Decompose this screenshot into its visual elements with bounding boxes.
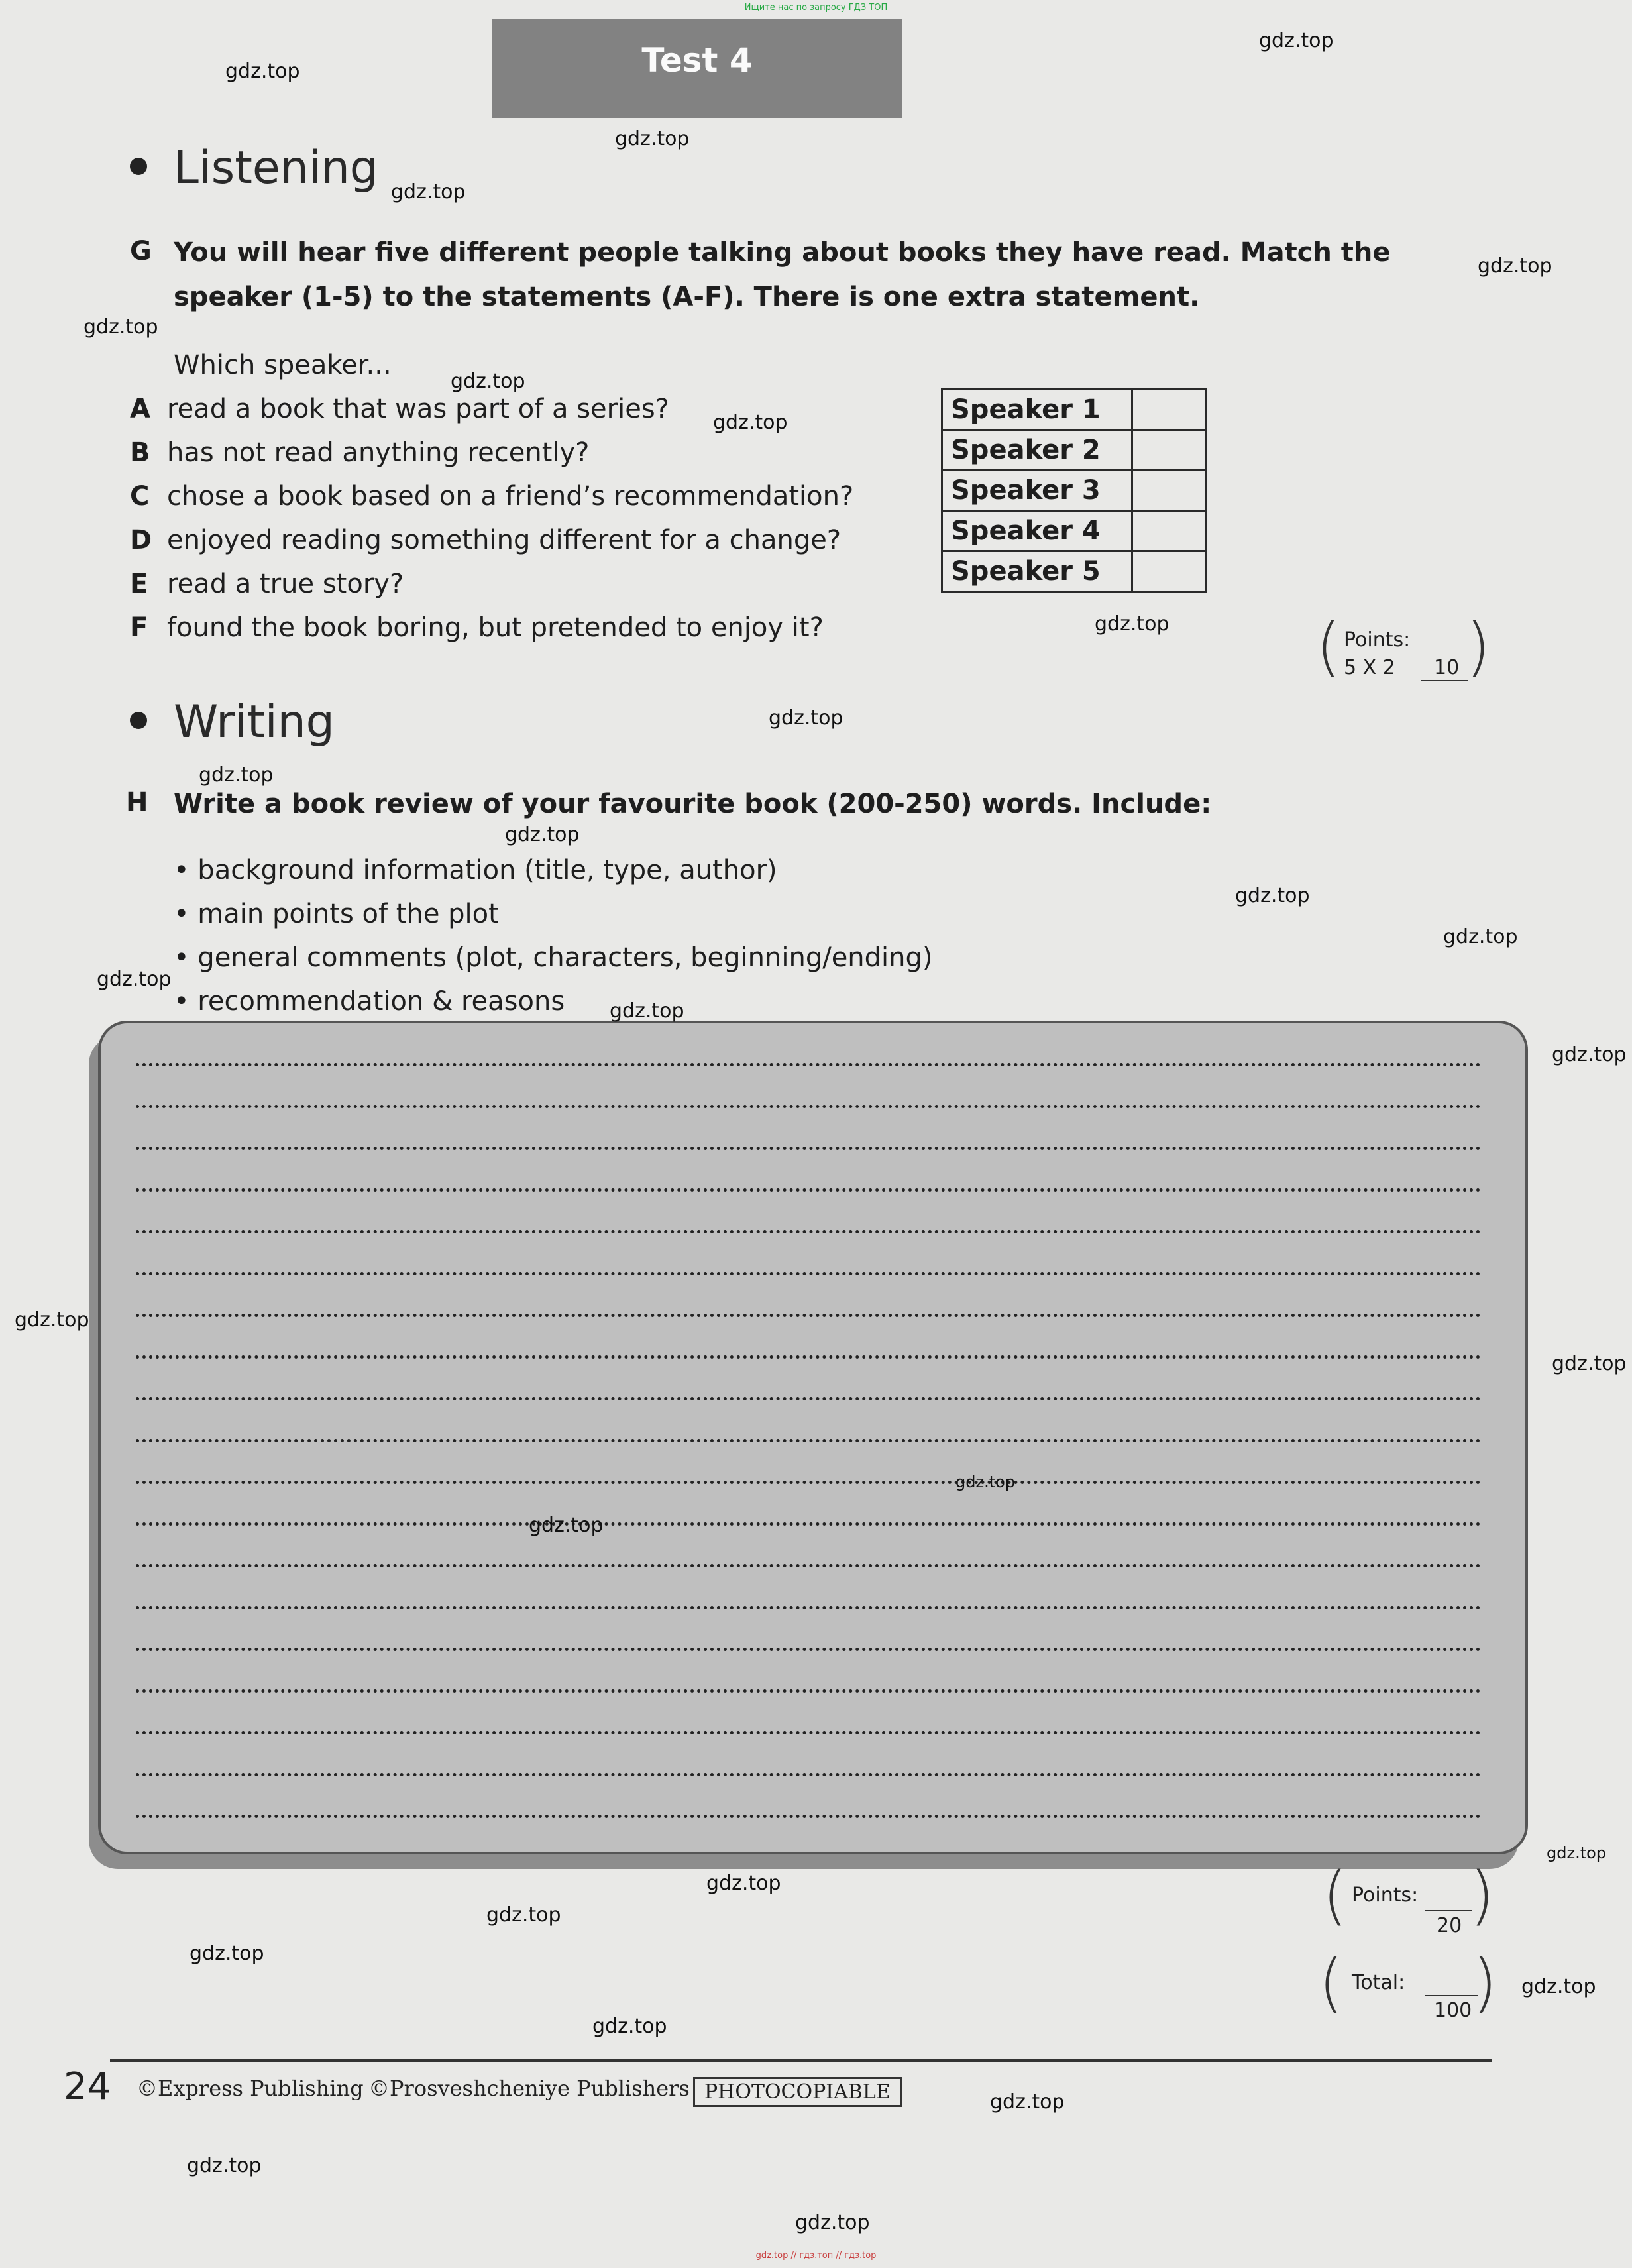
answer-line[interactable] bbox=[136, 1481, 1481, 1484]
speaker-label: Speaker 2 bbox=[942, 430, 1132, 471]
watermark: gdz.top bbox=[199, 764, 274, 787]
watermark: gdz.top bbox=[955, 1473, 1016, 1491]
watermark: gdz.top bbox=[451, 370, 525, 393]
watermark: gdz.top bbox=[1521, 1975, 1596, 1998]
listening-points-formula: 5 X 2 bbox=[1344, 656, 1395, 679]
answer-line[interactable] bbox=[136, 1063, 1481, 1066]
answer-cell-1[interactable] bbox=[1132, 390, 1206, 430]
answer-line[interactable] bbox=[136, 1355, 1481, 1359]
watermark: gdz.top bbox=[1443, 925, 1518, 948]
speaker-label: Speaker 4 bbox=[942, 511, 1132, 551]
watermark: gdz.top bbox=[706, 1872, 781, 1895]
answer-line[interactable] bbox=[136, 1397, 1481, 1400]
answer-line[interactable] bbox=[136, 1564, 1481, 1567]
points-paren-right: ) bbox=[1466, 610, 1491, 684]
answer-line[interactable] bbox=[136, 1648, 1481, 1651]
page-number: 24 bbox=[64, 2065, 111, 2108]
points-paren-right: ) bbox=[1470, 1858, 1495, 1933]
watermark: gdz.top bbox=[769, 707, 843, 730]
watermark: gdz.top bbox=[615, 127, 690, 150]
answer-line[interactable] bbox=[136, 1272, 1481, 1275]
statement-b: B has not read anything recently? bbox=[130, 437, 590, 468]
task-h-instruction: Write a book review of your favourite book (200-250) words. Include: bbox=[174, 789, 1212, 819]
watermark: gdz.top bbox=[1547, 1844, 1607, 1862]
points-underline bbox=[1425, 1910, 1472, 1911]
answer-line[interactable] bbox=[136, 1815, 1481, 1818]
watermark: gdz.top bbox=[391, 180, 466, 203]
watermark: gdz.top bbox=[97, 968, 172, 991]
include-item: • general comments (plot, characters, beginning/ending) bbox=[174, 942, 933, 973]
answer-line[interactable] bbox=[136, 1731, 1481, 1734]
task-h-letter: H bbox=[126, 787, 148, 818]
writing-answer-card[interactable] bbox=[98, 1021, 1528, 1854]
answer-line[interactable] bbox=[136, 1314, 1481, 1317]
answer-line[interactable] bbox=[136, 1188, 1481, 1192]
watermark: gdz.top bbox=[1095, 612, 1170, 636]
answer-line[interactable] bbox=[136, 1230, 1481, 1233]
watermark: gdz.top bbox=[15, 1308, 89, 1332]
bullet-icon bbox=[130, 158, 147, 175]
answer-cell-5[interactable] bbox=[1132, 551, 1206, 592]
answer-line[interactable] bbox=[136, 1147, 1481, 1150]
statement-c: C chose a book based on a friend’s recommendation? bbox=[130, 481, 854, 512]
watermark: gdz.top bbox=[486, 1903, 561, 1927]
answer-cell-2[interactable] bbox=[1132, 430, 1206, 471]
watermark: gdz.top bbox=[505, 823, 580, 846]
test-title-banner bbox=[492, 19, 902, 118]
speaker-row bbox=[942, 551, 1206, 592]
test-title: Test 4 bbox=[641, 41, 753, 80]
watermark: gdz.top bbox=[190, 1942, 264, 1965]
answer-line[interactable] bbox=[136, 1105, 1481, 1108]
watermark: gdz.top bbox=[1259, 29, 1334, 52]
watermark: gdz.top bbox=[1235, 884, 1310, 907]
task-g-instruction bbox=[174, 231, 1391, 319]
watermark: gdz.top bbox=[225, 60, 300, 83]
answer-line[interactable] bbox=[136, 1773, 1481, 1776]
speaker-answer-table bbox=[941, 388, 1207, 593]
top-search-note: Ищите нас по запросу ГДЗ ТОП bbox=[744, 3, 888, 13]
total-underline bbox=[1425, 1995, 1478, 1996]
writing-points-label: Points: bbox=[1352, 1884, 1419, 1907]
total-paren-right: ) bbox=[1472, 1946, 1497, 2020]
publisher-prosveshcheniye: ©Prosveshcheniye Publishers bbox=[368, 2076, 690, 2101]
speaker-row bbox=[942, 471, 1206, 511]
bottom-site-note: gdz.top // гдз.топ // гдз.top bbox=[755, 2251, 877, 2261]
answer-line[interactable] bbox=[136, 1606, 1481, 1609]
speaker-row bbox=[942, 430, 1206, 471]
total-paren-left: ( bbox=[1319, 1946, 1344, 2020]
total-label: Total: bbox=[1352, 1971, 1405, 1994]
points-underline bbox=[1421, 680, 1468, 681]
task-g-instruction-line1: You will hear five different people talking about books they have read. Match the bbox=[174, 237, 1391, 268]
writing-points-max: 20 bbox=[1437, 1914, 1462, 1937]
include-item: • background information (title, type, author) bbox=[174, 855, 777, 885]
footer-rule bbox=[110, 2059, 1492, 2062]
listening-points-label: Points: bbox=[1344, 628, 1411, 652]
points-paren-left: ( bbox=[1316, 610, 1341, 684]
answer-line[interactable] bbox=[136, 1439, 1481, 1442]
watermark: gdz.top bbox=[1478, 255, 1552, 278]
statement-f: F found the book boring, but pretended to enjoy it? bbox=[130, 612, 824, 643]
statement-e: E read a true story? bbox=[130, 569, 404, 599]
speaker-label: Speaker 5 bbox=[942, 551, 1132, 592]
answer-line[interactable] bbox=[136, 1522, 1481, 1526]
answer-cell-3[interactable] bbox=[1132, 471, 1206, 511]
speaker-row bbox=[942, 511, 1206, 551]
writing-heading: Writing bbox=[130, 696, 335, 748]
listening-heading: Listening bbox=[130, 142, 378, 194]
task-g-letter: G bbox=[130, 236, 152, 266]
include-item: • recommendation & reasons bbox=[174, 986, 565, 1017]
task-g-instruction-line2: speaker (1-5) to the statements (A-F). There is one extra statement. bbox=[174, 282, 1200, 312]
points-paren-left: ( bbox=[1323, 1858, 1348, 1933]
publisher-express: ©Express Publishing bbox=[136, 2076, 364, 2101]
watermark: gdz.top bbox=[990, 2090, 1065, 2114]
watermark: gdz.top bbox=[713, 411, 788, 434]
bullet-icon bbox=[130, 712, 147, 729]
watermark: gdz.top bbox=[610, 999, 684, 1023]
answer-cell-4[interactable] bbox=[1132, 511, 1206, 551]
include-item: • main points of the plot bbox=[174, 899, 499, 929]
watermark: gdz.top bbox=[187, 2154, 262, 2177]
writing-include-list bbox=[174, 848, 933, 1023]
watermark: gdz.top bbox=[529, 1514, 604, 1537]
speaker-row bbox=[942, 390, 1206, 430]
photocopiable-badge: PHOTOCOPIABLE bbox=[693, 2077, 902, 2107]
listening-points-max: 10 bbox=[1434, 656, 1460, 679]
watermark: gdz.top bbox=[795, 2211, 870, 2234]
watermark: gdz.top bbox=[592, 2015, 667, 2038]
speaker-label: Speaker 3 bbox=[942, 471, 1132, 511]
watermark: gdz.top bbox=[83, 315, 158, 339]
speaker-label: Speaker 1 bbox=[942, 390, 1132, 430]
statement-a: A read a book that was part of a series? bbox=[130, 394, 669, 424]
answer-line[interactable] bbox=[136, 1689, 1481, 1693]
statement-d: D enjoyed reading something different for a change? bbox=[130, 525, 842, 555]
watermark: gdz.top bbox=[1552, 1043, 1627, 1066]
total-max: 100 bbox=[1434, 1999, 1472, 2022]
question-stem: Which speaker... bbox=[174, 350, 392, 380]
watermark: gdz.top bbox=[1552, 1352, 1627, 1375]
